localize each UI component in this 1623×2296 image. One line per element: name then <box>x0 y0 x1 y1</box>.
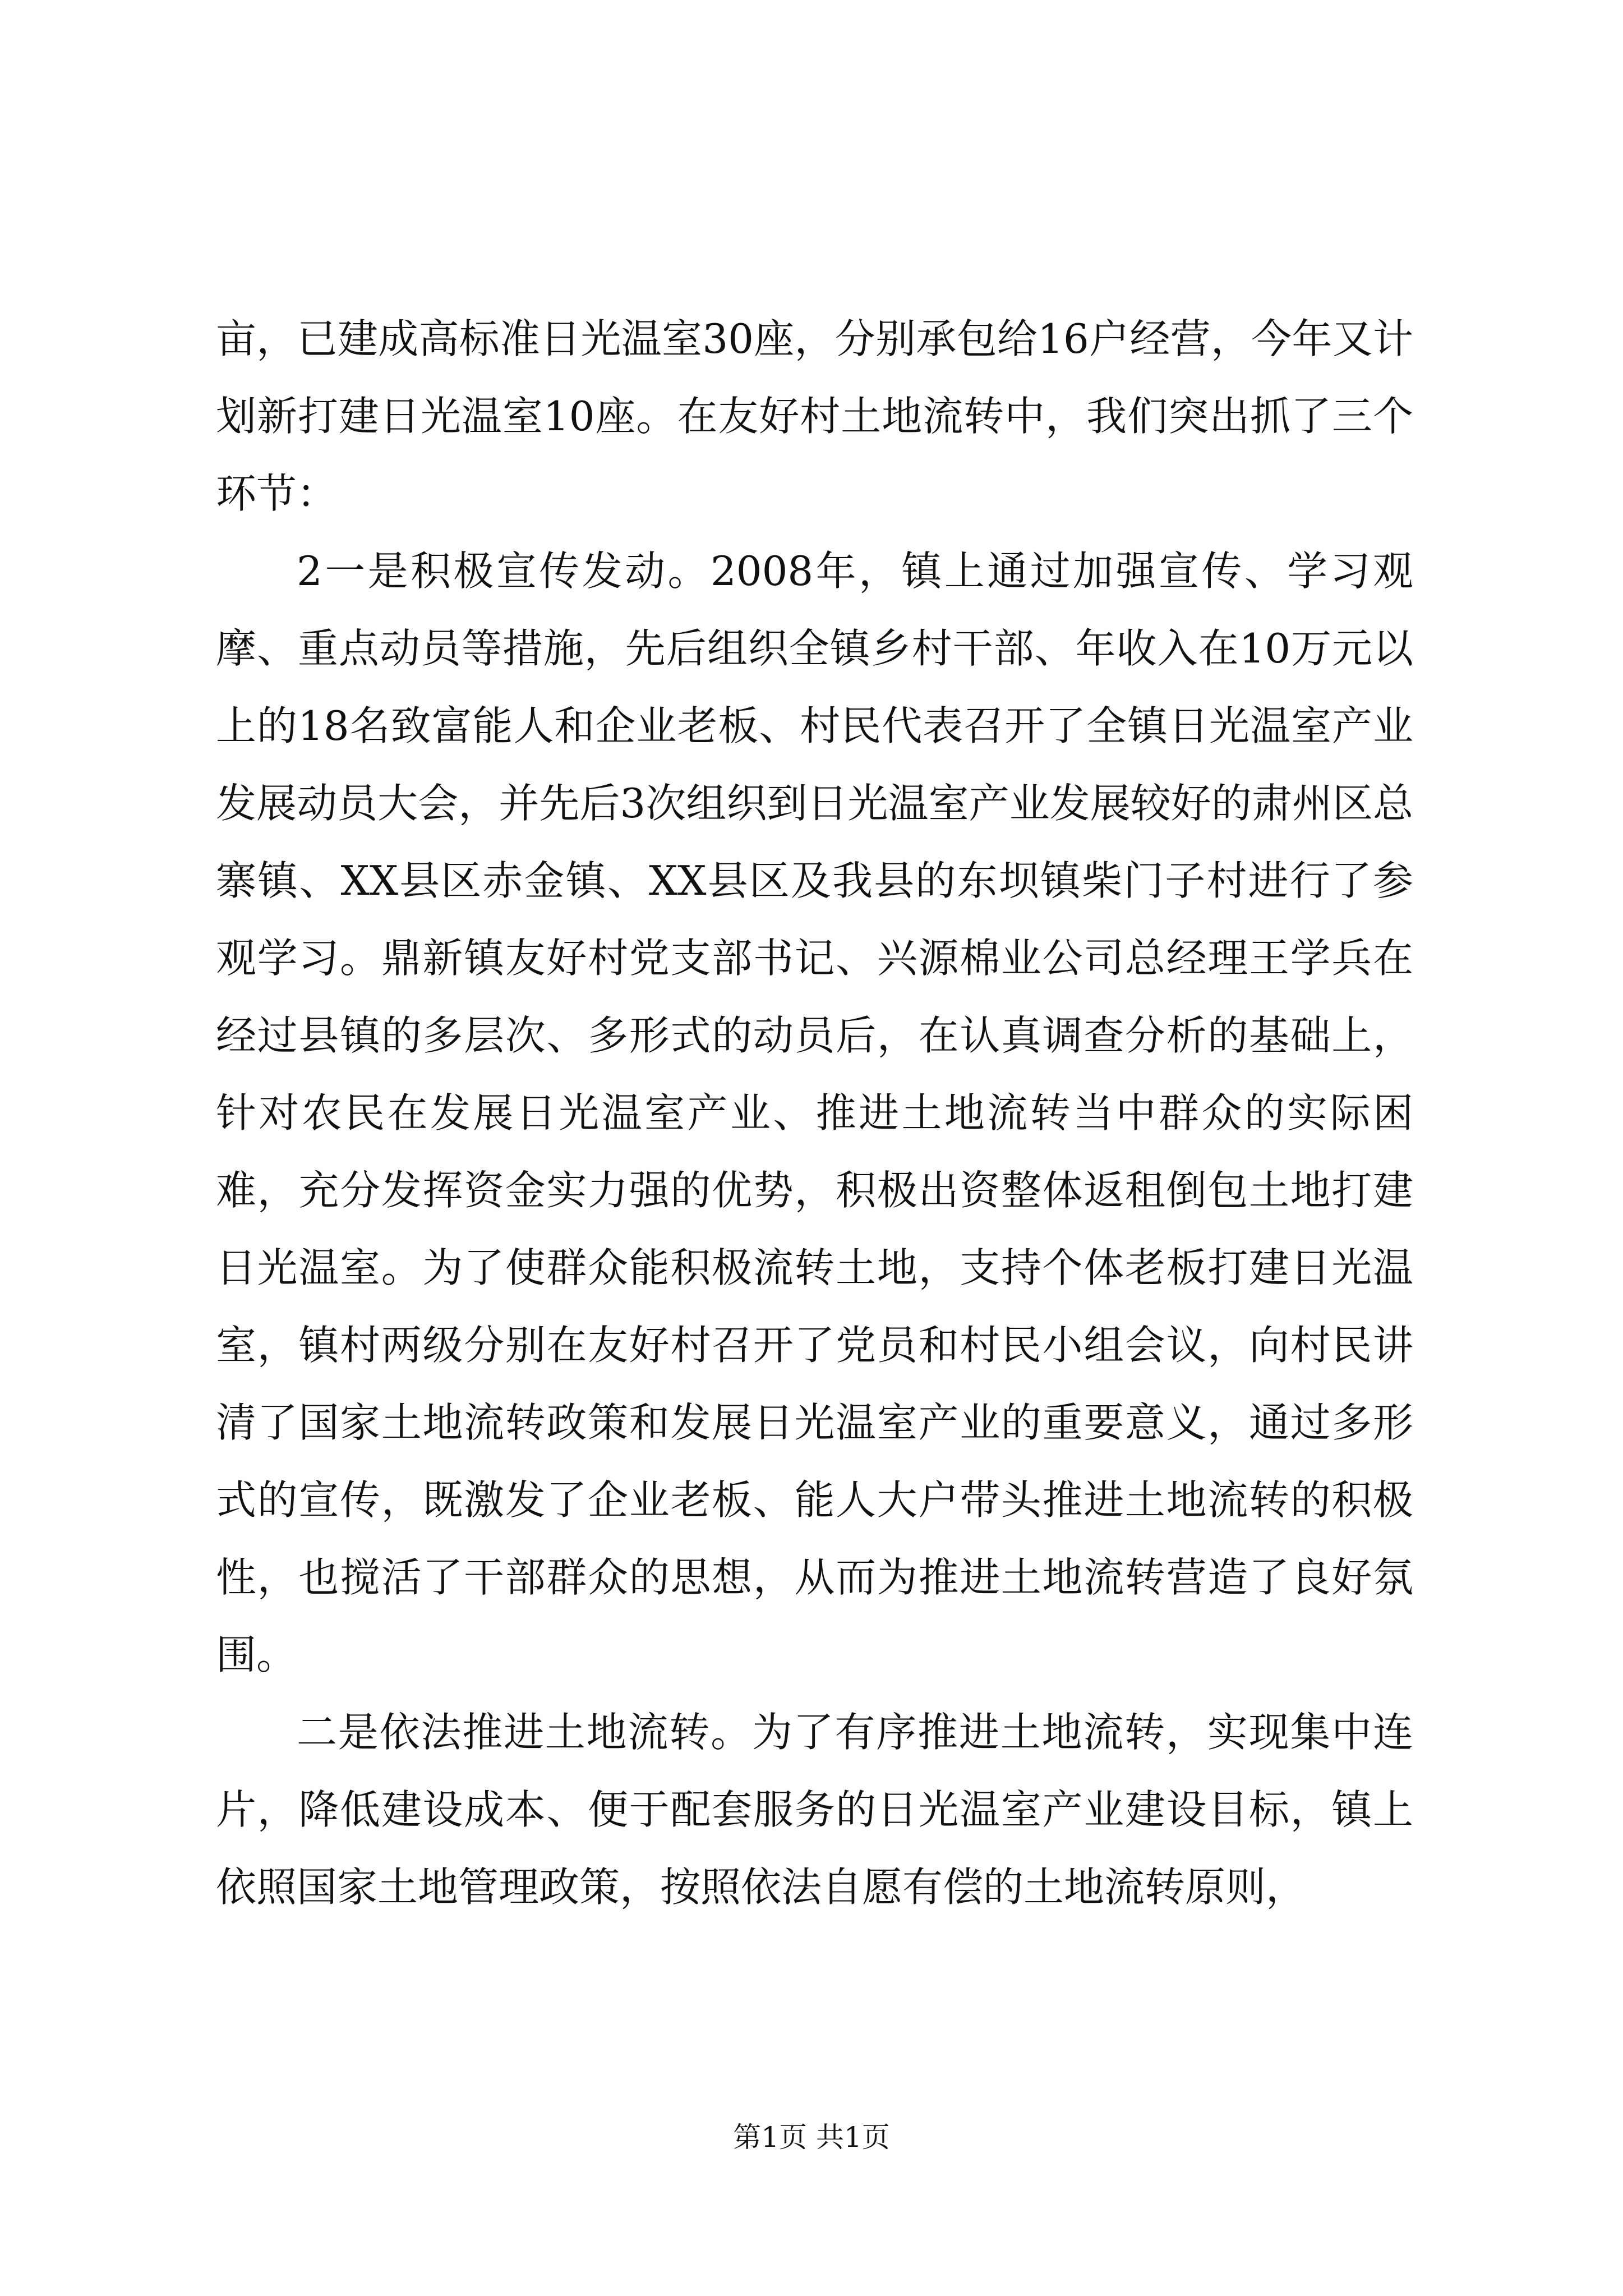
paragraph-2: 2一是积极宣传发动。2008年，镇上通过加强宣传、学习观摩、重点动员等措施，先后组织全镇乡村干部、年收入在10万元以上的18名致富能人和企业老板、村民代表召开了全镇日光温室产业发展动员大会，并先后3次组织到日光温室产业发展较好的肃州区总寨镇、XX县区赤金镇、XX县区及我县的东坝镇柴门子村进行了参观学习。鼎新镇友好村党支部书记、兴源棉业公司总经理王学兵在经过县镇的多层次、多形式的动员后，在认真调查分析的基础上，针对农民在发展日光温室产业、推进土地流转当中群众的实际困难，充分发挥资金实力强的优势，积极出资整体返租倒包土地打建日光温室。为了使群众能积极流转土地，支持个体老板打建日光温室，镇村两级分别在友好村召开了党员和村民小组会议，向村民讲清了国家土地流转政策和发展日光温室产业的重要意义，通过多形式的宣传，既激发了企业老板、能人大户带头推进土地流转的积极性，也搅活了干部群众的思想，从而为推进土地流转营造了良好氛围。 <box>216 547 1413 1678</box>
paragraph-3: 二是依法推进土地流转。为了有序推进土地流转，实现集中连片，降低建设成本、便于配套服务的日光温室产业建设目标，镇上依照国家土地管理政策，按照依法自愿有偿的土地流转原则， <box>216 1709 1413 1911</box>
body-text <box>216 300 1413 1926</box>
paragraph-1: 亩，已建成高标准日光温室30座，分别承包给16户经营，今年又计划新打建日光温室10座。在友好村土地流转中，我们突出抓了三个环节： <box>216 315 1413 517</box>
page-footer: 第1页 共1页 <box>733 2121 890 2154</box>
